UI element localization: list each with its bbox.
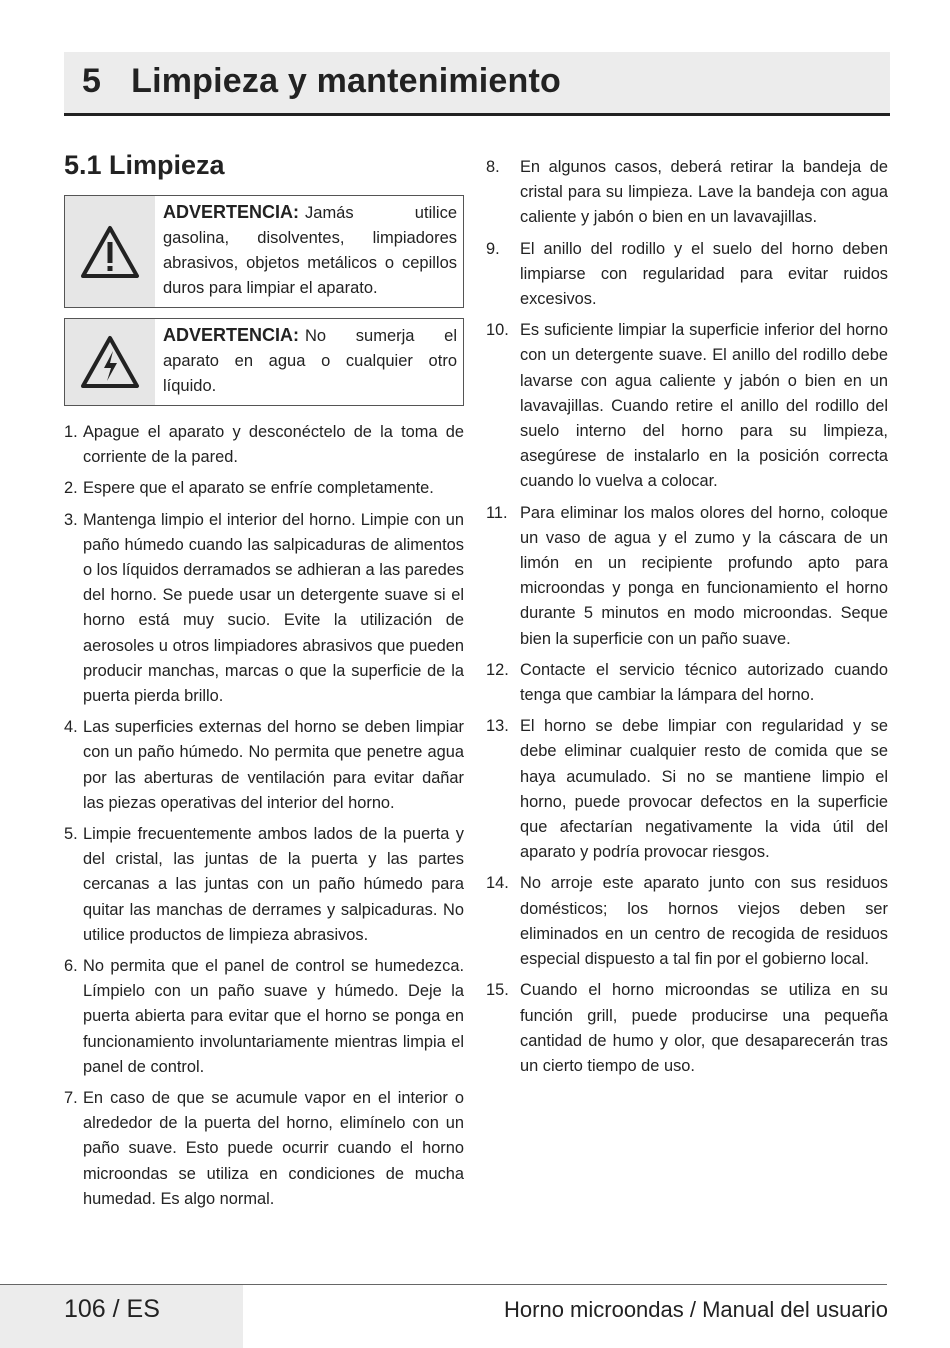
item-number: 4. <box>64 718 78 737</box>
chapter-title <box>82 62 561 101</box>
warning-body: Jamás utilice gasolina, disolventes, limpiadores abrasivos, objetos metálicos o cepillos duros para limpiar el aparato. <box>163 204 457 297</box>
item-text: Apague el aparato y desconéctelo de la toma de corriente de la pared. <box>83 423 464 467</box>
list-item <box>486 237 888 313</box>
item-text: El horno se debe limpiar con regularidad y se debe eliminar cualquier resto de comida que se haya acumulado. Si no se mantiene limpio el horno, puede provocar defectos en la superficie que afectarían negativamente la vida útil del aparato y podría provocar riesgos. <box>520 717 888 862</box>
list-item <box>486 318 888 494</box>
list-item <box>64 476 464 501</box>
item-number: 12. <box>486 660 509 679</box>
chapter-header <box>64 52 890 116</box>
electric-shock-warning-icon <box>79 334 141 390</box>
right-column <box>486 155 888 1085</box>
warning-label: ADVERTENCIA: <box>163 202 300 222</box>
manual-title: Horno microondas / Manual del usuario <box>504 1297 888 1322</box>
page-number: 106 / ES <box>64 1295 160 1323</box>
item-text: En caso de que se acumule vapor en el interior o alrededor de la puerta del horno, elimínelo con un paño suave. Esto puede ocurrir cuando el horno microondas se utiliza en condiciones de mucha humedad. Es algo normal. <box>83 1089 464 1208</box>
item-text: Las superficies externas del horno se deben limpiar con un paño húmedo. No permita que penetre agua por las aberturas de ventilación para evitar dañar las piezas operativas del interior del horno. <box>83 718 464 812</box>
item-text: En algunos casos, deberá retirar la bandeja de cristal para su limpieza. Lave la bandeja con agua caliente y jabón o bien en un lavavajillas. <box>520 158 888 227</box>
item-number: 3. <box>64 510 78 529</box>
item-text: Limpie frecuentemente ambos lados de la puerta y del cristal, las juntas de la puerta y las partes cercanas a las juntas con un paño húmedo para quitar las manchas de derrames y salpicaduras. No utilice productos de limpieza abrasivos. <box>83 825 464 944</box>
item-number: 7. <box>64 1089 78 1108</box>
item-text: El anillo del rodillo y el suelo del horno deben limpiarse con regularidad para evitar ruidos excesivos. <box>520 239 888 309</box>
item-text: Cuando el horno microondas se utiliza en su función grill, puede producirse una pequeña cantidad de humo y olor, que desaparecerán tras un cierto tiempo de uso. <box>520 981 888 1075</box>
item-number: 11. <box>486 503 508 522</box>
warning-box-chemicals <box>64 195 464 308</box>
item-number: 6. <box>64 957 78 976</box>
item-text: Espere que el aparato se enfríe completamente. <box>83 479 434 498</box>
list-item <box>486 871 888 972</box>
warning-body: No sumerja el aparato en agua o cualquier otro líquido. <box>163 327 457 395</box>
warning-text <box>155 319 463 405</box>
item-number: 2. <box>64 479 78 498</box>
list-item <box>486 978 888 1079</box>
item-number: 5. <box>64 825 78 844</box>
footer-divider <box>0 1284 887 1285</box>
item-text: No arroje este aparato junto con sus residuos domésticos; los hornos viejos deben ser eliminados en un centro de recogida de residuos especial dispuesto a tal fin por el gobierno local. <box>520 874 888 969</box>
cleaning-list-left <box>64 420 464 1212</box>
list-item <box>64 715 464 816</box>
section-title: 5.1 Limpieza <box>64 150 225 180</box>
item-number: 10. <box>486 321 509 340</box>
item-number: 9. <box>486 239 500 258</box>
item-number: 15. <box>486 981 509 1000</box>
item-text: Contacte el servicio técnico autorizado cuando tenga que cambiar la lámpara del horno. <box>520 660 888 705</box>
item-text: Para eliminar los malos olores del horno, coloque un vaso de agua y el zumo y la cáscara de un limón en un recipiente profundo apto para microondas y ponga en funcionamiento el horno durante 5 minutos en modo microondas. Seque bien la superficie con un paño suave. <box>520 503 888 648</box>
list-item <box>64 1086 464 1212</box>
item-number: 1. <box>64 423 78 441</box>
item-number: 14. <box>486 874 509 893</box>
cleaning-list-right <box>486 155 888 1079</box>
list-item <box>64 822 464 948</box>
list-item <box>64 420 464 470</box>
warning-icon-cell <box>65 196 155 307</box>
list-item <box>486 155 888 231</box>
item-number: 13. <box>486 717 509 736</box>
warning-label: ADVERTENCIA: <box>163 325 300 345</box>
item-text: Es suficiente limpiar la superficie inferior del horno con un detergente suave. El anillo del rodillo debe lavarse con agua caliente y jabón o bien en un lavavajillas. Cuando retire el anillo del rodillo del suelo interno del horno para su limpieza, asegúrese de instalarlo en la posición correcta cuando lo vuelva a colocar. <box>520 321 888 491</box>
warning-triangle-icon <box>79 224 141 280</box>
chapter-title-text: Limpieza y mantenimiento <box>131 62 561 100</box>
left-column <box>64 150 464 1218</box>
list-item <box>486 714 888 865</box>
chapter-number: 5 <box>82 62 102 100</box>
item-text: Mantenga limpio el interior del horno. Limpie con un paño húmedo cuando las salpicaduras de alimentos o los líquidos derramados se adhieran a las paredes del horno. Se puede usar un detergente suave si el horno está muy sucio. Evite la utilización de aerosoles u otros limpiadores abrasivos que pueden producir manchas, marcas o que la superficie de la puerta pierda brillo. <box>83 510 464 706</box>
list-item <box>486 658 888 708</box>
warning-icon-cell <box>65 319 155 405</box>
warning-text <box>155 196 463 307</box>
list-item <box>486 501 888 652</box>
warning-box-electric <box>64 318 464 406</box>
item-number: 8. <box>486 158 500 176</box>
list-item <box>64 508 464 710</box>
list-item <box>64 954 464 1080</box>
item-text: No permita que el panel de control se humedezca. Límpielo con un paño suave y húmedo. Deje la puerta abierta para evitar que el horno se ponga en funcionamiento involuntariamente mientras limpia el panel de control. <box>83 957 464 1076</box>
